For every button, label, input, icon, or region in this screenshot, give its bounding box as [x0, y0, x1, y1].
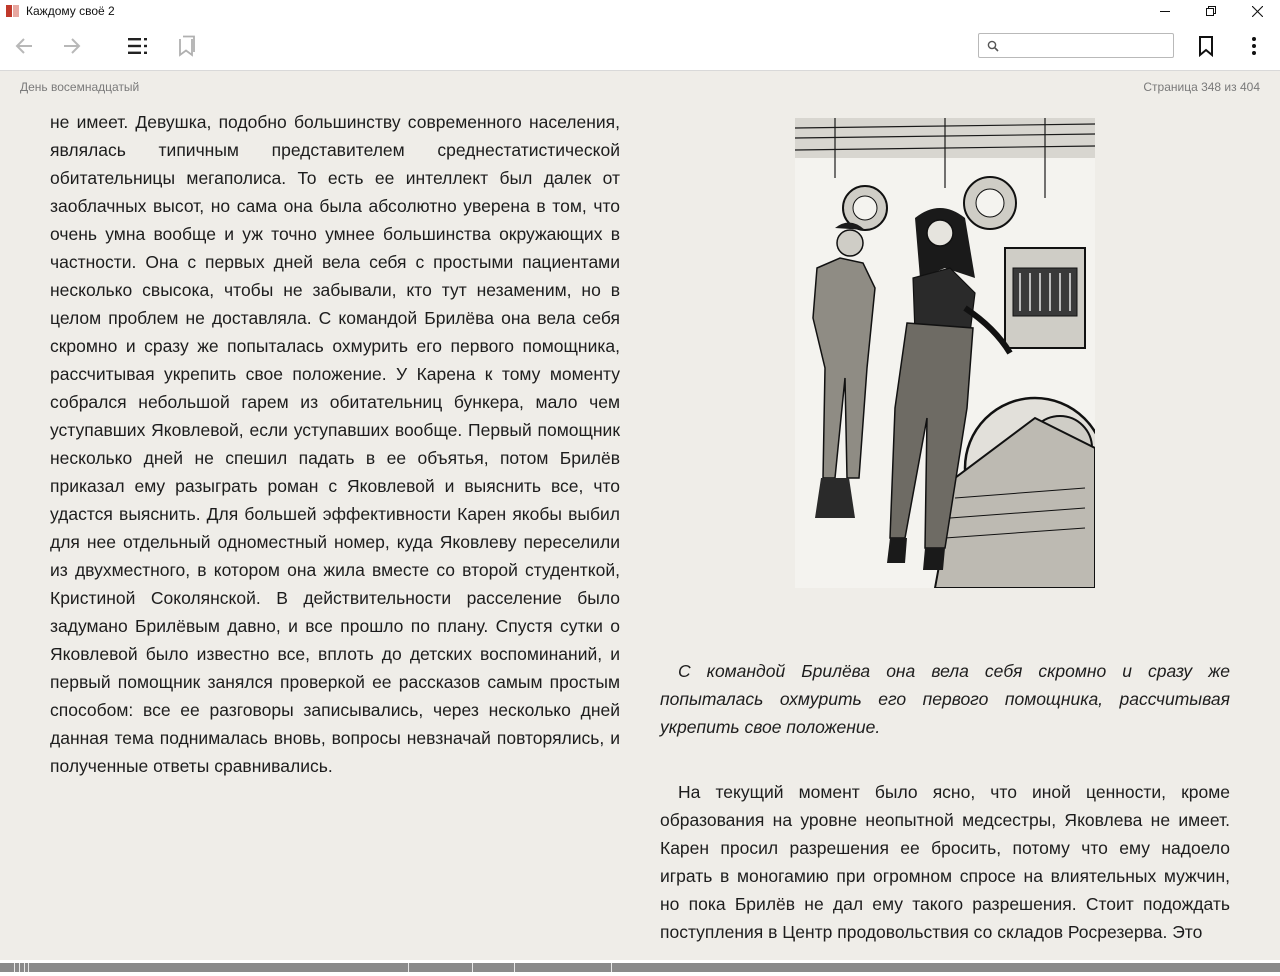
page-indicator: Страница 348 из 404 [1143, 80, 1260, 94]
arrow-right-icon [62, 36, 82, 56]
book-app-icon [6, 4, 20, 18]
more-options-button[interactable] [1240, 32, 1268, 60]
search-input[interactable] [1005, 36, 1173, 57]
progress-tick [14, 963, 15, 972]
progress-tick [514, 963, 515, 972]
title-bar [0, 0, 1280, 22]
right-page-text [660, 778, 1230, 946]
caption-text: С командой Брилёва она вела себя скромно и сразу же попыталась охмурить его первого помощника, рассчитывая укрепить свое положение. [660, 661, 1230, 737]
bookmarks-list-button[interactable] [172, 32, 200, 60]
paragraph: На текущий момент было ясно, что иной ценности, кроме образования на уровне неопытной медсестры, Яковлева не имеет. Карен просил разрешения ее бросить, потому что ему надоело играть в моногамию при огромном спросе на влиятельных мужчин, но пока Брилёв не дал ему такого разрешения. Стоит подождать поступления в Центр продовольствия со складов Росрезерва. Это [660, 782, 1230, 942]
left-page-text [50, 108, 620, 780]
progress-tick [472, 963, 473, 972]
reading-progress-slider[interactable] [0, 963, 1280, 972]
search-icon [987, 40, 999, 52]
more-vertical-icon [1251, 36, 1257, 56]
illustration-caption [660, 657, 1230, 741]
window-controls [1142, 0, 1280, 22]
book-illustration [795, 118, 1095, 588]
progress-tick [24, 963, 25, 972]
arrow-left-icon [14, 36, 34, 56]
forward-button[interactable] [58, 32, 86, 60]
bookmark-icon [1197, 35, 1215, 57]
table-of-contents-button[interactable] [124, 32, 152, 60]
bookmarks-list-icon [176, 35, 196, 57]
progress-tick [28, 963, 29, 972]
close-button[interactable] [1234, 0, 1280, 22]
close-icon [1252, 6, 1263, 17]
progress-tick [19, 963, 20, 972]
progress-tick [408, 963, 409, 972]
paragraph: не имеет. Девушка, подобно большинству современного населения, являлась типичным представителем среднестатистической обитательницы мегаполиса. То есть ее интеллект был далек от заоблачных высот, но сама она была абсолютно уверена в том, что очень умна вообще и уж точно умнее большинства окружающих в частности. Она с первых дней вела себя с простыми пациентами несколько свысока, чтобы не забывали, кто тут незаменим, но в целом проблем не доставляла. С командой Брилёва она вела себя скромно и сразу же попыталась охмурить его первого помощника, рассчитывая укрепить свое положение. У Карена к тому моменту собрался небольшой гарем из обитательниц бункера, мало чем уступавших Яковлевой, если уступавших вообще. Первый помощник несколько дней не спешил падать в ее объятья, потом Брилёв приказал ему разыграть роман с Яковлевой и выяснить все, что удастся выяснить. Для большей эффективности Карен якобы выбил для нее отдельный одноместный номер, куда Яковлеву переселили из двухместного, в котором она жила вместе со второй студенткой, Кристиной Соколянской. В действительности расселение было задумано Брилёвым давно, и все прошло по плану. Спустя сутки о Яковлевой было известно все, вплоть до детских воспоминаний, и первый помощник занялся проверкой ее рассказов самым простым способом: все ее разговоры записывались, через несколько дней данная тема поднималась вновь, вопросы невзначай повторялись, и полученные ответы сравнивались. [50, 112, 620, 776]
bookmark-button[interactable] [1192, 32, 1220, 60]
progress-tick [611, 963, 612, 972]
chapter-title: День восемнадцатый [20, 80, 140, 94]
search-box[interactable] [978, 33, 1174, 58]
window-title: Каждому своё 2 [26, 4, 115, 18]
minimize-icon [1160, 6, 1170, 16]
minimize-button[interactable] [1142, 0, 1188, 22]
back-button[interactable] [10, 32, 38, 60]
restore-icon [1206, 6, 1216, 16]
table-of-contents-icon [127, 36, 149, 56]
toolbar [0, 22, 1280, 71]
restore-button[interactable] [1188, 0, 1234, 22]
